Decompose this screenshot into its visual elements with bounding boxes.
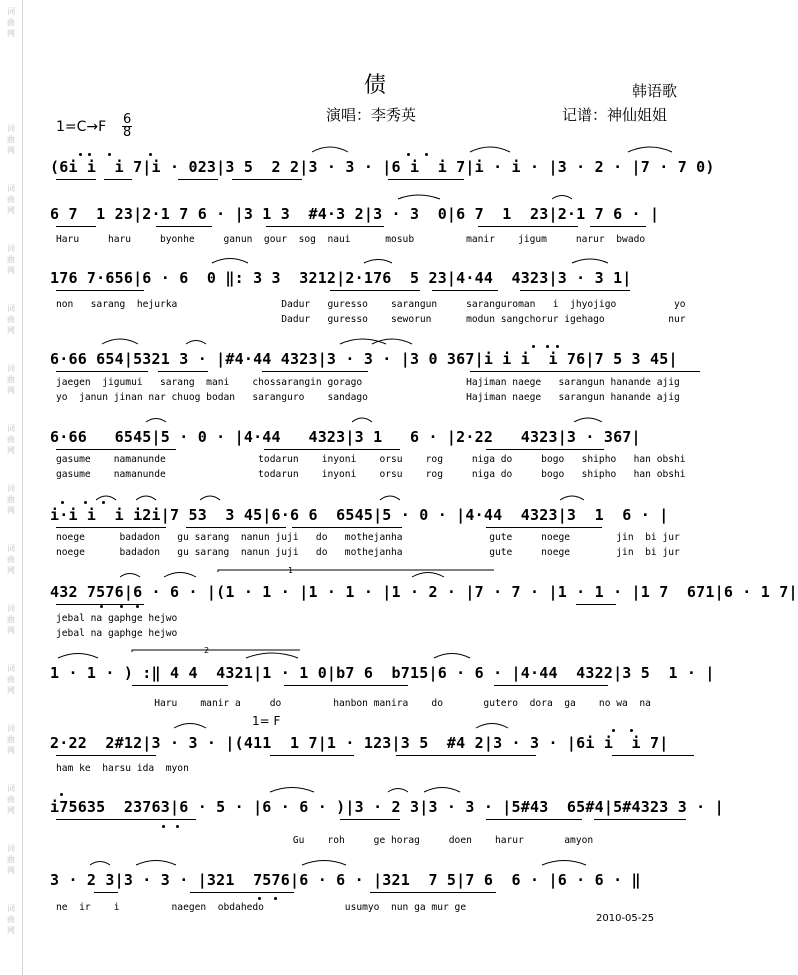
slur — [186, 341, 206, 345]
watermark-2: 词 曲 网 — [7, 124, 15, 155]
lyric-line-7a: jebal na gaphge hejwo — [56, 613, 178, 624]
volta-1-label: 1 — [288, 566, 294, 575]
slur — [380, 496, 400, 500]
lyric-line-6b: noege badadon gu sarang nanun juji do mothejanha gute noege jin bi jur — [56, 547, 680, 558]
slur — [302, 861, 346, 866]
notation-line-4: 6·66 654|5321 3 · |#4·44 4323|3 · 3 · |3 0 367|i i i i 76|7 5 3 45| — [50, 350, 678, 368]
watermark-12: 词 曲 网 — [7, 724, 15, 755]
lyric-line-5b: gasume namanunde todarun inyoni orsu rog niga do bogo shipho han obshi — [56, 469, 686, 480]
slur — [174, 724, 206, 729]
slur — [434, 654, 470, 659]
slur — [476, 724, 508, 729]
lyric-line-6a: noege badadon gu sarang nanun juji do mothejanha gute noege jin bi jur — [56, 532, 680, 543]
slur — [200, 496, 220, 500]
lyric-line-11a: ne ir i naegen obdahedo usumyo nun ga mur ge — [56, 902, 467, 913]
slur — [424, 788, 460, 793]
singer-credit: 演唱：李秀英 — [326, 106, 417, 124]
watermark-4: 词 曲 网 — [7, 244, 15, 275]
slur — [388, 789, 408, 793]
genre-label: 韩语歌 — [632, 82, 678, 100]
slur — [212, 259, 248, 264]
lyric-line-7b: jebal na gaphge hejwo — [56, 628, 178, 639]
slur — [102, 339, 138, 344]
watermark-13: 词 曲 网 — [7, 784, 15, 815]
volta-2-bracket — [132, 650, 300, 652]
lyric-line-3a: non sarang hejurka Dadur guresso sarangun saranguroman i jhyojigo yo — [56, 299, 686, 310]
watermark-15: 词 曲 网 — [7, 904, 15, 935]
watermark-6: 词 曲 网 — [7, 364, 15, 395]
meter-top: 6 — [123, 112, 132, 127]
watermark-9: 词 曲 网 — [7, 544, 15, 575]
slur — [628, 147, 672, 152]
slur — [136, 861, 176, 866]
volta-1-bracket — [218, 570, 494, 572]
lyric-line-2a: Haru haru byonhe ganun gour sog naui mosub manir jigum narur bwado — [56, 234, 646, 245]
slur — [136, 496, 156, 500]
watermark-3: 词 曲 网 — [7, 184, 15, 215]
slur — [398, 195, 440, 199]
slur — [96, 496, 116, 500]
slur — [246, 653, 298, 658]
lyric-line-3b: Dadur guresso seworun modun sangchorur igehago nur — [56, 314, 686, 325]
notation-line-2: 6 7 1 23|2·1 7 6 · |3 1 3 #4·3 2|3 · 3 0|6 7 1 23|2·1 7 6 · | — [50, 205, 660, 223]
lyric-line-8a: Haru manir a do hanbon manira do gutero dora ga no wa na — [56, 698, 651, 709]
key-signature: 1=C→F — [56, 119, 107, 135]
lyric-line-4a: jaegen jigumui sarang mani chossarangin gorago Hajiman naege sarangun hanande ajig — [56, 377, 680, 388]
slur — [270, 788, 314, 793]
watermark-1: 词 曲 网 — [7, 7, 15, 38]
slur — [364, 260, 392, 264]
notation-line-11: 3 · 2 3|3 · 3 · |321 7576|6 · 6 · |321 7 5|7 6 6 · |6 · 6 · ‖ — [50, 871, 641, 889]
notation-line-3: 176 7·656|6 · 6 0 ‖: 3 3 3212|2·176 5 23|4·44 4323|3 · 3 1| — [50, 269, 632, 287]
volta-2-label: 2 — [204, 646, 210, 655]
watermark-14: 词 曲 网 — [7, 844, 15, 875]
watermark-5: 词 曲 网 — [7, 304, 15, 335]
slur — [560, 496, 584, 500]
notation-line-1: (6i i i 7|i · 023|3 5 2 2|3 · 3 · |6 i i 7|i · i · |3 · 2 · |7 · 7 0) — [50, 158, 715, 176]
slur — [572, 259, 608, 263]
slur — [412, 573, 444, 578]
slur — [58, 654, 98, 659]
notation-line-9: 2·22 2#12|3 · 3 · |(411 1 7|1 · 123|3 5 #4 2|3 · 3 · |6i i i 7| — [50, 734, 669, 752]
notation-line-7: 432 7576|6 · 6 · |(1 · 1 · |1 · 1 · |1 · 2 · |7 · 7 · |1 · 1 · |1 7 671|6 · 1 7| — [50, 583, 798, 601]
watermark-10: 词 曲 网 — [7, 604, 15, 635]
slur — [470, 147, 510, 152]
transcriber-credit: 记谱：神仙姐姐 — [562, 106, 668, 124]
slur — [164, 573, 196, 578]
meter-bottom: 8 — [123, 125, 132, 140]
lyric-line-9a: ham ke harsu ida myon — [56, 763, 189, 774]
song-title: 债 — [364, 73, 387, 98]
watermark-8: 词 曲 网 — [7, 484, 15, 515]
watermark-7: 词 曲 网 — [7, 424, 15, 455]
slur — [372, 339, 412, 344]
slur — [146, 419, 166, 423]
notation-line-8: 1 · 1 · ) :‖ 4 4 4321|1 · 1 0|b7 6 b715|6 · 6 · |4·44 4322|3 5 1 · | — [50, 664, 715, 682]
slur — [312, 147, 348, 152]
lyric-line-10a: Gu roh ge horag doen harur amyon — [56, 835, 594, 846]
slur — [542, 861, 586, 866]
lyric-line-4b: yo janun jinan nar chuog bodan saranguro sandago Hajiman naege sarangun hanande ajig — [56, 392, 680, 403]
notation-line-10: i75635 23763|6 · 5 · |6 · 6 · )|3 · 2 3|3 · 3 · |5#43 65#4|5#4323 3 · | — [50, 798, 724, 816]
key-change: 1= F — [252, 714, 281, 728]
notation-line-6: i·i i i i2i|7 53 3 45|6·6 6 6545|5 · 0 · |4·44 4323|3 1 6 · | — [50, 506, 669, 524]
notation-line-5: 6·66 6545|5 · 0 · |4·44 4323|3 1 6 · |2·22 4323|3 · 367| — [50, 428, 641, 446]
watermark-11: 词 曲 网 — [7, 664, 15, 695]
slur — [574, 418, 602, 422]
slur — [120, 574, 140, 578]
slur — [90, 862, 110, 866]
slur — [552, 196, 572, 200]
lyric-line-5a: gasume namanunde todarun inyoni orsu rog niga do bogo shipho han obshi — [56, 454, 686, 465]
slur — [352, 418, 372, 422]
transcription-date: 2010-05-25 — [596, 913, 655, 924]
